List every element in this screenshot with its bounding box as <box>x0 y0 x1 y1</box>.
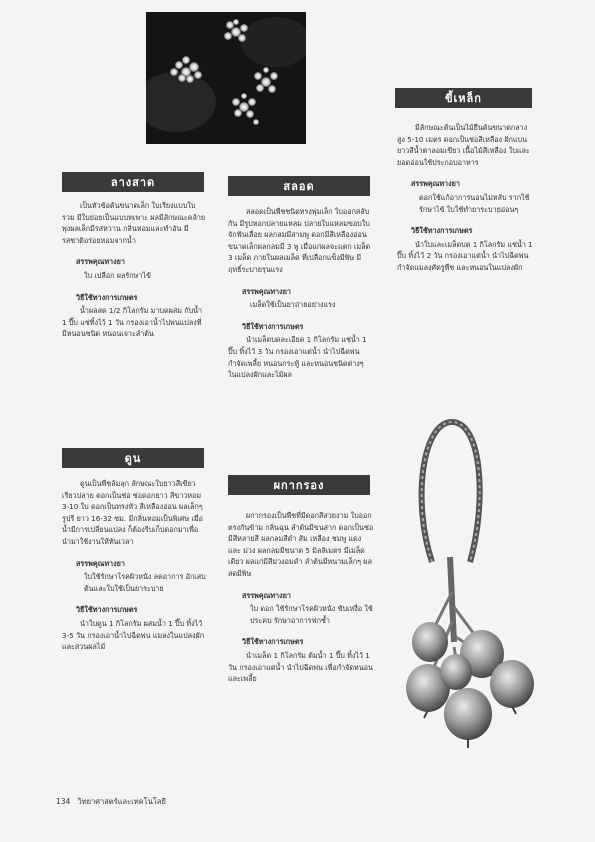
section-header-langsat: ลางสาด <box>62 172 204 192</box>
column-1-bottom <box>62 478 206 661</box>
column-2-bottom <box>228 510 374 693</box>
subheading-medicinal: สรรพคุณทางยา <box>76 558 125 568</box>
column-2-top <box>228 206 374 389</box>
body-text: ใบ เปลือก ผลรักษาไข้ <box>84 270 151 280</box>
hanging-fruit-illustration <box>392 392 562 772</box>
body-text: สลอดเป็นพืชชนิดทรงพุ่มเล็ก ใบออกสลับกัน มีรูปหอกปลายแหลม ปลายใบแหลมขอบใบจักฟันเลื่อย ผลกลมมีสามพู ดอกมีสีเหลืองอ่อน ขนาดเล็กผลกลมมี 3 พู เมื่อแก่ผลจะแตก เมล็ด 3 เมล็ด ภายในผลเมล็ด ที่เปลือกแข็งมีพิษ มีฤทธิ์ระบายรุนแรง <box>228 207 371 274</box>
flower-cluster-icon <box>146 12 306 144</box>
subheading-agricultural: วิธีใช้ทางการเกษตร <box>242 321 304 331</box>
page-footer <box>56 796 166 808</box>
column-3-top <box>397 122 537 282</box>
column-1-top <box>62 200 206 348</box>
body-text: มีลักษณะต้นเป็นไม้ยืนต้นขนาดกลาง สูง 5-10 เมตร ดอกเป็นช่อสีเหลือง ฝักแบนยาวสีน้ำตาลอมเขียว เนื้อไม้สีเหลือง ใบและยอดอ่อนใช้ประกอบอาหาร <box>397 123 530 167</box>
subheading-agricultural: วิธีใช้ทางการเกษตร <box>411 226 473 236</box>
subheading-agricultural: วิธีใช้ทางการเกษตร <box>76 605 138 615</box>
body-text: นำเมล็ดบดละเอียด 1 กิโลกรัม แช่น้ำ 1 ปี๊บ ทิ้งไว้ 3 วัน กรองเอาแต่น้ำ นำไปฉีดพ่นกำจัดเพลี้ย หนอนกระทู้ และหนอนชนิดต่างๆ ในแปลงผักและไม้ผล <box>228 335 367 380</box>
body-text: ดูนเป็นพืชล้มลุก ลักษณะใบยาวสีเขียวเรียวปลาย ดอกเป็นช่อ ช่อดอกยาว สีขาวหอม 3-10 ใบ ดอกเป็นทรงหัว สีเหลืองอ่อน ผลเล็กๆ รูปรี ยาว 16-32 ซม. มีกลิ่นหอมเป็นพิเศษ เมื่อน้ำมีการเปลี่ยนแปลง ก็ต้องรีบเก็บดอกมาเพื่อนำมาใช้งานให้ทันเวลา <box>62 479 203 546</box>
subheading-agricultural: วิธีใช้ทางการเกษตร <box>242 637 304 647</box>
body-text: นำใบและเมล็ดบด 1 กิโลกรัม แช่น้ำ 1 ปี๊บ ทิ้งไว้ 2 วัน กรองเอาแต่น้ำ นำไปฉีดพ่นกำจัดแมลงศัตรูพืช และหนอนในแปลงผัก <box>397 239 533 272</box>
section-header-dun: ดูน <box>62 448 204 468</box>
body-text: ใบใช้รักษาโรคผิวหนัง ลดอาการ อักเสบ ต้นและใบใช้เป็นยาระบาย <box>84 572 206 593</box>
flower-photo <box>146 12 306 144</box>
subheading-agricultural: วิธีใช้ทางการเกษตร <box>76 292 138 302</box>
subheading-medicinal: สรรพคุณทางยา <box>242 590 291 600</box>
section-header-salot: สลอด <box>228 176 370 196</box>
page-number: 134 <box>56 797 71 806</box>
body-text: นำเมล็ด 1 กิโลกรัม ต้มน้ำ 1 ปี๊บ ทิ้งไว้ 1 วัน กรองเอาแต่น้ำ นำไปฉีดพ่น เพื่อกำจัดหนอนและเพลี้ย <box>228 650 373 684</box>
body-text: น้ำผลสด 1/2 กิโลกรัม มาบดผสม กับน้ำ 1 ปี๊บ แช่ทิ้งไว้ 1 วัน กรองเอาน้ำไปพ่นแปลงที่มีหนอนชนิด หนอนเจาะลำต้น <box>62 306 203 339</box>
publication-title: วิทยาศาสตร์และเทคโนโลยี <box>77 797 166 806</box>
section-header-phakakrong: ผกากรอง <box>228 475 370 495</box>
subheading-medicinal: สรรพคุณทางยา <box>76 257 125 267</box>
body-text: ใบ ดอก ใช้รักษาโรคผิวหนัง ขับเหงื่อ ใช้ประคบ รักษาอาการฟกช้ำ <box>250 604 373 625</box>
subheading-medicinal: สรรพคุณทางยา <box>242 286 291 296</box>
body-text: ดอกใช้แก้อาการนอนไม่หลับ รากใช้รักษาไข้ ใบใช้ทำยาระบายอ่อนๆ <box>419 192 530 214</box>
body-text: เป็นหัวข้อต้นขนาดเล็ก ใบเรียงแบบใบรวม มีใบย่อยเป็นแบบทเพาะ ผลมีลักษณะคล้ายพุ่งผลเล็กมีรสหวาน กลิ่นหอมและทำอัน มีรสชาติอร่อยหอมจากน้ำ <box>62 201 206 245</box>
body-text: ผกากรองเป็นพืชที่มีดอกสีสวยงาม ใบออกตรงกันข้าม กลิ่นฉุน ลำต้นมีขนสาก ดอกเป็นช่อมีสีหลายสี ผลกลมสีดำ ส้ม เหลือง ชมพู แดง และ ม่วง ผลกลมมีขนาด 5 มิลลิเมตร มีเมล็ดเดียว ผลแก่มีสีม่วงอมดำ ลำต้นมีหนามเล็กๆ ผลสดมีพิษ <box>228 511 374 578</box>
body-text: เมล็ดใช้เป็นยาถ่ายอย่างแรง <box>250 300 336 310</box>
body-text: นำใบดูน 1 กิโลกรัม ผสมน้ำ 1 ปี๊บ ทิ้งไว้ 3-5 วัน กรองเอาน้ำไปฉีดพ่น แมลงในแปลงผักและสวนผลไม้ <box>62 618 205 652</box>
fruit-bunch-icon <box>392 392 562 772</box>
subheading-medicinal: สรรพคุณทางยา <box>411 179 460 189</box>
section-header-khilek: ขี้เหล็ก <box>395 88 532 108</box>
